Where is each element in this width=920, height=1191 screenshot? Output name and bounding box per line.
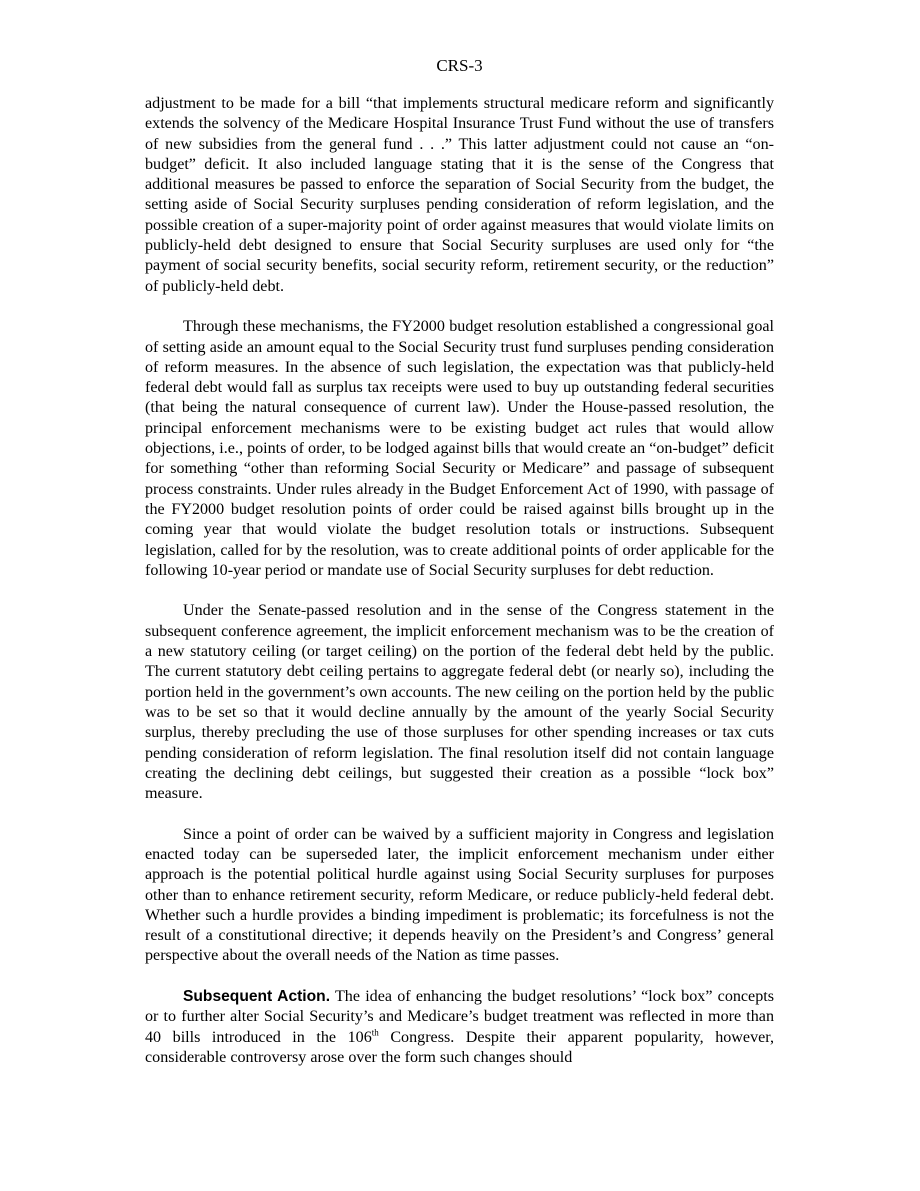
subsequent-action-text-2: Congress. Despite their apparent popularity, however, considerable controversy arose over the form such changes should bbox=[145, 1028, 775, 1066]
page-header: CRS-3 bbox=[436, 56, 483, 75]
document-body bbox=[145, 94, 774, 1089]
paragraph-1: adjustment to be made for a bill “that implements structural medicare reform and significantly extends the solvency of the Medicare Hospital Insurance Trust Fund without the use of transfers of new subsidies from the general fund . . .” This latter adjustment could not cause an “on-budget” deficit. It also included language stating that it is the sense of the Congress that additional measures be passed to enforce the separation of Social Security from the budget, the setting aside of Social Security surpluses pending consideration of reform legislation, and the possible creation of a super-majority point of order against measures that would violate limits on publicly-held debt designed to ensure that Social Security surpluses are used only for “the payment of social security benefits, social security reform, retirement security, or the reduction” of publicly-held debt. bbox=[145, 95, 774, 295]
subsequent-action-heading: Subsequent Action. bbox=[183, 988, 331, 1006]
subsequent-action-text-1: The idea of enhancing the budget resolutions’ “lock box” concepts or to further alter Social Security’s and Medicare’s budget treatment was reflected in more than 40 bills introduced in the 106 bbox=[145, 988, 774, 1046]
paragraph-2: Through these mechanisms, the FY2000 budget resolution established a congressional goal of setting aside an amount equal to the Social Security trust fund surpluses pending consideration of reform measures. In the absence of such legislation, the expectation was that publicly-held federal debt would fall as surplus tax receipts were used to buy up outstanding federal securities (that being the natural consequence of current law). Under the House-passed resolution, the principal enforcement mechanisms were to be existing budget act rules that would allow objections, i.e., points of order, to be lodged against bills that would create an “on-budget” deficit for something “other than reforming Social Security or Medicare” and passage of subsequent process constraints. Under rules already in the Budget Enforcement Act of 1990, with passage of the FY2000 budget resolution points of order could be raised against bills brought up in the coming year that would violate the budget resolution totals or instructions. Subsequent legislation, called for by the resolution, was to create additional points of order applicable for the following 10-year period or mandate use of Social Security surpluses for debt reduction. bbox=[145, 318, 774, 579]
paragraph-3: Under the Senate-passed resolution and in the sense of the Congress statement in the subsequent conference agreement, the implicit enforcement mechanism was to be the creation of a new statutory ceiling (or target ceiling) on the portion of the federal debt held by the public. The current statutory debt ceiling pertains to aggregate federal debt (or nearly so), including the portion held in the government’s own accounts. The new ceiling on the portion held by the public was to be set so that it would decline annually by the amount of the yearly Social Security surplus, thereby precluding the use of those surpluses for other spending increases or tax cuts pending consideration of reform legislation. The final resolution itself did not contain language creating the declining debt ceilings, but suggested their creation as a possible “lock box” measure. bbox=[145, 602, 774, 803]
paragraph-subsequent-action bbox=[145, 987, 774, 1068]
ordinal-superscript: th bbox=[371, 1027, 379, 1038]
paragraph-4: Since a point of order can be waived by a sufficient majority in Congress and legislation enacted today can be superseded later, the implicit enforcement mechanism under either approach is the potential political hurdle against using Social Security surpluses for purposes other than to enhance retirement security, reform Medicare, or reduce publicly-held federal debt. Whether such a hurdle provides a binding impediment is problematic; its forcefulness is not the result of a constitutional directive; it depends heavily on the President’s and Congress’ general perspective about the overall needs of the Nation as time passes. bbox=[145, 825, 774, 965]
